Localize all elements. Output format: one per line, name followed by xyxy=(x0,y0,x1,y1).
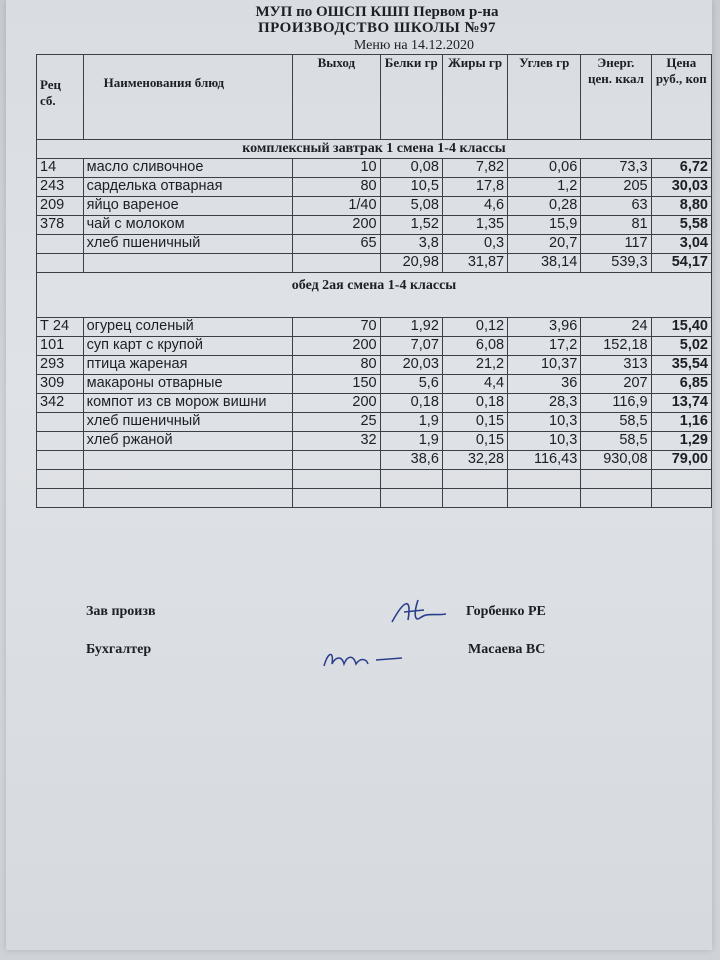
carb-value: 10,3 xyxy=(508,413,581,432)
recipe-code: 101 xyxy=(37,337,84,356)
menu-table xyxy=(36,54,712,508)
carb-value: 0,28 xyxy=(508,197,581,216)
menu-sheet xyxy=(6,0,712,950)
price-value: 1,16 xyxy=(651,413,711,432)
fat-value: 7,82 xyxy=(442,159,507,178)
recipe-code: 14 xyxy=(37,159,84,178)
name-accountant: Масаева ВС xyxy=(468,642,546,657)
fat-value: 17,8 xyxy=(442,178,507,197)
portion-output: 10 xyxy=(293,159,380,178)
total-row xyxy=(37,451,712,470)
dish-name: сарделька отварная xyxy=(83,178,293,197)
carb-value: 0,06 xyxy=(508,159,581,178)
carb-value: 3,96 xyxy=(508,318,581,337)
table-row xyxy=(37,235,712,254)
table-row xyxy=(37,356,712,375)
fat-value: 4,4 xyxy=(442,375,507,394)
dish-name: хлеб пшеничный xyxy=(83,413,293,432)
price-value: 15,40 xyxy=(651,318,711,337)
carb-value: 1,2 xyxy=(508,178,581,197)
menu-date: Меню на 14.12.2020 xyxy=(353,38,475,53)
recipe-code: 209 xyxy=(37,197,84,216)
carb-value: 10,37 xyxy=(508,356,581,375)
section-breakfast xyxy=(37,140,712,159)
energy-value: 58,5 xyxy=(581,413,651,432)
recipe-code xyxy=(37,413,84,432)
fat-value: 0,18 xyxy=(442,394,507,413)
protein-value: 1,92 xyxy=(380,318,442,337)
protein-value: 10,5 xyxy=(380,178,442,197)
portion-output: 1/40 xyxy=(293,197,380,216)
table-row xyxy=(37,413,712,432)
portion-output: 65 xyxy=(293,235,380,254)
table-header-row xyxy=(37,55,712,140)
total-row xyxy=(37,254,712,273)
dish-name: суп карт с крупой xyxy=(83,337,293,356)
total-carb: 116,43 xyxy=(508,451,581,470)
header-name: Наименования блюд xyxy=(83,55,293,140)
recipe-code: 293 xyxy=(37,356,84,375)
header-output: Выход xyxy=(293,55,380,140)
total-protein: 38,6 xyxy=(380,451,442,470)
table-row xyxy=(37,178,712,197)
energy-value: 58,5 xyxy=(581,432,651,451)
price-value: 8,80 xyxy=(651,197,711,216)
dish-name: компот из св морож вишни xyxy=(83,394,293,413)
price-value: 5,02 xyxy=(651,337,711,356)
fat-value: 21,2 xyxy=(442,356,507,375)
energy-value: 116,9 xyxy=(581,394,651,413)
protein-value: 1,9 xyxy=(380,432,442,451)
recipe-code: 243 xyxy=(37,178,84,197)
dish-name: хлеб ржаной xyxy=(83,432,293,451)
dish-name: масло сливочное xyxy=(83,159,293,178)
table-row xyxy=(37,375,712,394)
carb-value: 20,7 xyxy=(508,235,581,254)
section-title: обед 2ая смена 1-4 классы xyxy=(37,273,712,318)
protein-value: 7,07 xyxy=(380,337,442,356)
total-price: 79,00 xyxy=(651,451,711,470)
header-fat: Жиры гр xyxy=(442,55,507,140)
recipe-code: 309 xyxy=(37,375,84,394)
header-price: Цена руб., коп xyxy=(651,55,711,140)
recipe-code xyxy=(37,235,84,254)
total-carb: 38,14 xyxy=(508,254,581,273)
signature-2-graphic xyxy=(318,644,408,674)
protein-value: 5,08 xyxy=(380,197,442,216)
energy-value: 63 xyxy=(581,197,651,216)
protein-value: 0,18 xyxy=(380,394,442,413)
table-row xyxy=(37,337,712,356)
protein-value: 0,08 xyxy=(380,159,442,178)
header-carb: Углев гр xyxy=(508,55,581,140)
portion-output: 200 xyxy=(293,337,380,356)
section-title: комплексный завтрак 1 смена 1-4 классы xyxy=(37,140,712,159)
recipe-code: 378 xyxy=(37,216,84,235)
carb-value: 36 xyxy=(508,375,581,394)
table-row xyxy=(37,159,712,178)
price-value: 6,85 xyxy=(651,375,711,394)
energy-value: 152,18 xyxy=(581,337,651,356)
energy-value: 313 xyxy=(581,356,651,375)
price-value: 13,74 xyxy=(651,394,711,413)
protein-value: 5,6 xyxy=(380,375,442,394)
role-production-head: Зав произв xyxy=(86,604,156,619)
dish-name: яйцо вареное xyxy=(83,197,293,216)
protein-value: 1,52 xyxy=(380,216,442,235)
price-value: 1,29 xyxy=(651,432,711,451)
dish-name: птица жареная xyxy=(83,356,293,375)
price-value: 6,72 xyxy=(651,159,711,178)
total-energy: 930,08 xyxy=(581,451,651,470)
portion-output: 80 xyxy=(293,356,380,375)
table-row xyxy=(37,432,712,451)
fat-value: 0,15 xyxy=(442,432,507,451)
protein-value: 1,9 xyxy=(380,413,442,432)
total-fat: 31,87 xyxy=(442,254,507,273)
protein-value: 20,03 xyxy=(380,356,442,375)
portion-output: 80 xyxy=(293,178,380,197)
total-fat: 32,28 xyxy=(442,451,507,470)
energy-value: 24 xyxy=(581,318,651,337)
energy-value: 73,3 xyxy=(581,159,651,178)
dish-name: хлеб пшеничный xyxy=(83,235,293,254)
name-production-head: Горбенко РЕ xyxy=(466,604,546,619)
carb-value: 15,9 xyxy=(508,216,581,235)
carb-value: 17,2 xyxy=(508,337,581,356)
fat-value: 0,3 xyxy=(442,235,507,254)
dish-name: макароны отварные xyxy=(83,375,293,394)
energy-value: 81 xyxy=(581,216,651,235)
price-value: 3,04 xyxy=(651,235,711,254)
portion-output: 200 xyxy=(293,216,380,235)
empty-row xyxy=(37,470,712,489)
signature-1-graphic xyxy=(384,592,454,632)
table-row xyxy=(37,318,712,337)
fat-value: 6,08 xyxy=(442,337,507,356)
portion-output: 70 xyxy=(293,318,380,337)
table-row xyxy=(37,197,712,216)
total-price: 54,17 xyxy=(651,254,711,273)
header-protein: Белки гр xyxy=(380,55,442,140)
org-title: МУП по ОШСП КШП Первом р-на xyxy=(255,4,499,20)
header-code: Рец сб. xyxy=(37,55,84,140)
portion-output: 200 xyxy=(293,394,380,413)
energy-value: 205 xyxy=(581,178,651,197)
portion-output: 25 xyxy=(293,413,380,432)
price-value: 30,03 xyxy=(651,178,711,197)
recipe-code xyxy=(37,432,84,451)
section-lunch xyxy=(37,273,712,318)
portion-output: 150 xyxy=(293,375,380,394)
role-accountant: Бухгалтер xyxy=(86,642,152,657)
table-row xyxy=(37,394,712,413)
total-energy: 539,3 xyxy=(581,254,651,273)
table-row xyxy=(37,216,712,235)
protein-value: 3,8 xyxy=(380,235,442,254)
energy-value: 117 xyxy=(581,235,651,254)
empty-row xyxy=(37,489,712,508)
school-title: ПРОИЗВОДСТВО ШКОЛЫ №97 xyxy=(257,20,497,36)
price-value: 5,58 xyxy=(651,216,711,235)
fat-value: 0,15 xyxy=(442,413,507,432)
total-protein: 20,98 xyxy=(380,254,442,273)
dish-name: чай с молоком xyxy=(83,216,293,235)
dish-name: огурец соленый xyxy=(83,318,293,337)
header-energy: Энерг. цен. ккал xyxy=(581,55,651,140)
recipe-code: Т 24 xyxy=(37,318,84,337)
energy-value: 207 xyxy=(581,375,651,394)
fat-value: 4,6 xyxy=(442,197,507,216)
recipe-code: 342 xyxy=(37,394,84,413)
price-value: 35,54 xyxy=(651,356,711,375)
fat-value: 1,35 xyxy=(442,216,507,235)
fat-value: 0,12 xyxy=(442,318,507,337)
carb-value: 10,3 xyxy=(508,432,581,451)
portion-output: 32 xyxy=(293,432,380,451)
carb-value: 28,3 xyxy=(508,394,581,413)
